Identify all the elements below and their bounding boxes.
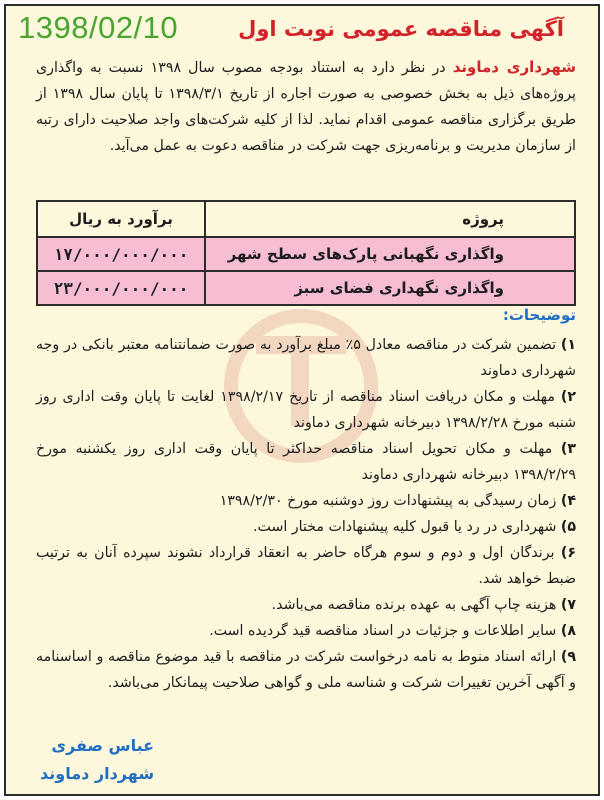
list-item	[36, 332, 576, 384]
intro-paragraph	[36, 54, 576, 159]
projects-table	[36, 200, 576, 306]
table-header-row	[37, 201, 575, 237]
item-number: ۳)	[560, 441, 576, 457]
item-number: ۴)	[560, 493, 576, 509]
item-text: ارائه اسناد منوط به نامه درخواست شرکت در مناقصه با قید موضوع مناقصه و اساسنامه و آگهی آخرین تغییرات شرکت و شناسه ملی و گواهی صلاحیت پیمانکار می‌باشد.	[36, 649, 576, 691]
intro-text: در نظر دارد به استناد بودجه مصوب سال ۱۳۹۸ نسبت به واگذاری پروژه‌های ذیل به بخش خصوصی به صورت اجاره از تاریخ ۱۳۹۸/۳/۱ تا پایان سال ۱۳۹۸ از طریق برگزاری مناقصه عمومی اقدام نماید. لذا از کلیه شرکت‌های واجد صلاحیت دارای رتبه از سازمان مدیریت و برنامه‌ریزی جهت شرکت در مناقصه دعوت به عمل می‌آید.	[36, 60, 576, 154]
notes-heading: توضیحات:	[502, 306, 576, 324]
item-number: ۷)	[560, 597, 576, 613]
header-project: پروژه	[205, 201, 575, 237]
table-row	[37, 271, 575, 305]
item-text: تضمین شرکت در مناقصه معادل ۵٪ مبلغ برآورد به صورت ضمانتنامه معتبر بانکی در وجه شهرداری دماوند	[36, 337, 576, 379]
list-item	[36, 384, 576, 436]
list-item	[36, 488, 576, 514]
list-item	[36, 436, 576, 488]
item-number: ۸)	[560, 623, 576, 639]
list-item	[36, 540, 576, 592]
estimate-cell: ۱۷/۰۰۰/۰۰۰/۰۰۰	[37, 237, 205, 271]
signatory-role: شهردار دماوند	[40, 764, 155, 783]
signature-block	[40, 732, 154, 788]
item-text: سایر اطلاعات و جزئیات در اسناد مناقصه قید گردیده است.	[209, 623, 557, 639]
list-item	[36, 514, 576, 540]
publication-date: 1398/02/10	[18, 10, 179, 45]
item-text: برندگان اول و دوم و سوم هرگاه حاضر به انعقاد قرارداد نشوند سپرده آنان به ترتیب ضبط خواهد شد.	[36, 545, 576, 587]
list-item	[36, 618, 576, 644]
item-text: شهرداری در رد یا قبول کلیه پیشنهادات مختار است.	[253, 519, 557, 535]
notice-title: آگهی مناقصه عمومی نوبت اول	[238, 17, 564, 41]
item-number: ۵)	[560, 519, 576, 535]
project-cell: واگذاری نگهبانی پارک‌های سطح شهر	[205, 237, 575, 271]
table-row	[37, 237, 575, 271]
item-number: ۹)	[560, 649, 576, 665]
notes-list	[36, 332, 576, 696]
project-cell: واگذاری نگهداری فضای سبز	[205, 271, 575, 305]
item-text: زمان رسیدگی به پیشنهادات روز دوشنبه مورخ ۱۳۹۸/۲/۳۰	[219, 493, 557, 509]
header-estimate: برآورد به ریال	[37, 201, 205, 237]
item-number: ۱)	[560, 337, 576, 353]
item-number: ۲)	[560, 389, 577, 405]
newspaper-notice	[4, 4, 600, 796]
list-item	[36, 592, 576, 618]
organization-name: شهرداری دماوند	[452, 58, 576, 76]
item-text: مهلت و مکان تحویل اسناد مناقصه حداکثر تا پایان وقت اداری روز یکشنبه مورخ ۱۳۹۸/۲/۲۹ دبیرخانه شهرداری دماوند	[36, 441, 576, 483]
item-text: مهلت و مکان دریافت اسناد مناقصه از تاریخ ۱۳۹۸/۲/۱۷ لغایت تا پایان وقت اداری روز شنبه مورخ ۱۳۹۸/۲/۲۸ دبیرخانه شهرداری دماوند	[36, 389, 576, 431]
list-item	[36, 644, 576, 696]
item-number: ۶)	[560, 545, 577, 561]
estimate-cell: ۲۳/۰۰۰/۰۰۰/۰۰۰	[37, 271, 205, 305]
item-text: هزینه چاپ آگهی به عهده برنده مناقصه می‌باشد.	[271, 597, 557, 613]
signatory-name: عباس صفری	[51, 736, 155, 755]
